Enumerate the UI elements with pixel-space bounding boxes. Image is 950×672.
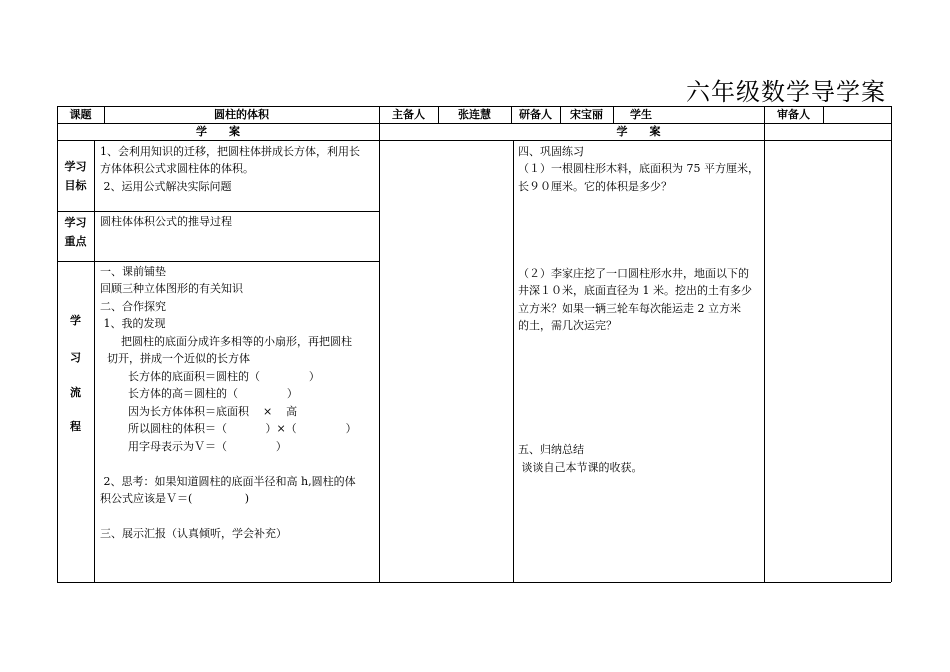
header-divider-approver — [823, 106, 824, 123]
goals-line3: 2、运用公式解决实际问题 — [100, 180, 232, 193]
case-header-right: 学 案 — [616, 125, 661, 138]
goals-label-line2: 目标 — [64, 179, 87, 192]
practice-heading: 四、巩固练习 — [518, 145, 584, 158]
process-label-char-2: 习 — [70, 351, 81, 364]
table-right-border — [891, 106, 892, 582]
center-divider — [379, 106, 380, 582]
process-line: 把圆柱的底面分成许多相等的小扇形，再把圆柱 — [100, 335, 352, 348]
process-line: 1、我的发现 — [100, 317, 166, 330]
topic-label: 课题 — [69, 108, 92, 121]
right-approver-divider — [764, 106, 765, 582]
goals-line1: 1、会利用知识的迁移，把圆柱体拼成长方体，利用长 — [100, 145, 360, 158]
case-header-left: 学 案 — [196, 125, 240, 138]
process-line: 2、思考：如果知道圆柱的底面半径和高 h,圆柱的体 — [100, 475, 356, 488]
key-label-line1: 学习 — [64, 216, 87, 229]
student-label: 学生 — [630, 108, 652, 121]
process-line: 长方体的底面积＝圆柱的（ ） — [100, 370, 320, 383]
process-line: 所以圆柱的体积＝（ ）×（ ） — [100, 422, 357, 435]
process-line: 用字母表示为Ｖ＝（ ） — [100, 440, 287, 453]
practice-q1-line1: （１）一根圆柱形木料，底面积为 75 平方厘米， — [518, 162, 759, 175]
practice-q2-line2: 井深１０米，底面直径为 1 米。挖出的土有多少 — [518, 284, 752, 297]
reviewer-label: 研备人 — [519, 108, 552, 121]
process-line: 二、合作探究 — [100, 300, 166, 313]
page-title: 六年级数学导学案 — [686, 78, 886, 106]
practice-q2-line4: 的土，需几次运完？ — [518, 319, 617, 332]
right-content-left-border — [513, 140, 514, 582]
process-line: 三、展示汇报（认真倾听，学会补充） — [100, 527, 287, 540]
goals-line2: 方体体积公式求圆柱体的体积。 — [100, 162, 254, 175]
process-label-char-4: 程 — [70, 420, 81, 433]
process-line: 积公式应该是Ｖ＝( ) — [100, 492, 250, 505]
process-line: 长方体的高＝圆柱的（ ） — [100, 387, 298, 400]
process-line: 回顾三种立体图形的有关知识 — [100, 282, 243, 295]
key-points-text: 圆柱体体积公式的推导过程 — [100, 215, 232, 228]
table-bottom-border — [57, 582, 891, 583]
practice-q1-line2: 长９０厘米。它的体积是多少？ — [518, 180, 672, 193]
process-line: 因为长方体体积＝底面积 × 高 — [100, 405, 298, 418]
reviewer-value: 宋宝丽 — [570, 108, 603, 121]
process-label-char-1: 学 — [70, 314, 81, 327]
goals-row-border — [57, 211, 379, 212]
process-line: 一、课前铺垫 — [100, 265, 166, 278]
practice-q2-line1: （２）李家庄挖了一口圆柱形水井，地面以下的 — [518, 267, 749, 280]
goals-label-line1: 学习 — [64, 160, 87, 173]
left-label-divider — [94, 140, 95, 582]
author-value: 张连慧 — [458, 108, 491, 121]
practice-q2-line3: 立方米？如果一辆三轮车每次能运走 2 立方米 — [518, 302, 741, 315]
approver-label: 审备人 — [777, 108, 810, 121]
summary-heading: 五、归纳总结 — [518, 443, 584, 456]
author-label: 主备人 — [392, 108, 425, 121]
case-row-border — [57, 140, 891, 141]
summary-text: 谈谈自己本节课的收获。 — [518, 461, 643, 474]
key-label-line2: 重点 — [64, 235, 87, 248]
process-line: 切开，拼成一个近似的长方体 — [100, 352, 250, 365]
key-row-border — [57, 261, 379, 262]
topic-value: 圆柱的体积 — [214, 108, 269, 121]
process-label-char-3: 流 — [70, 386, 81, 399]
